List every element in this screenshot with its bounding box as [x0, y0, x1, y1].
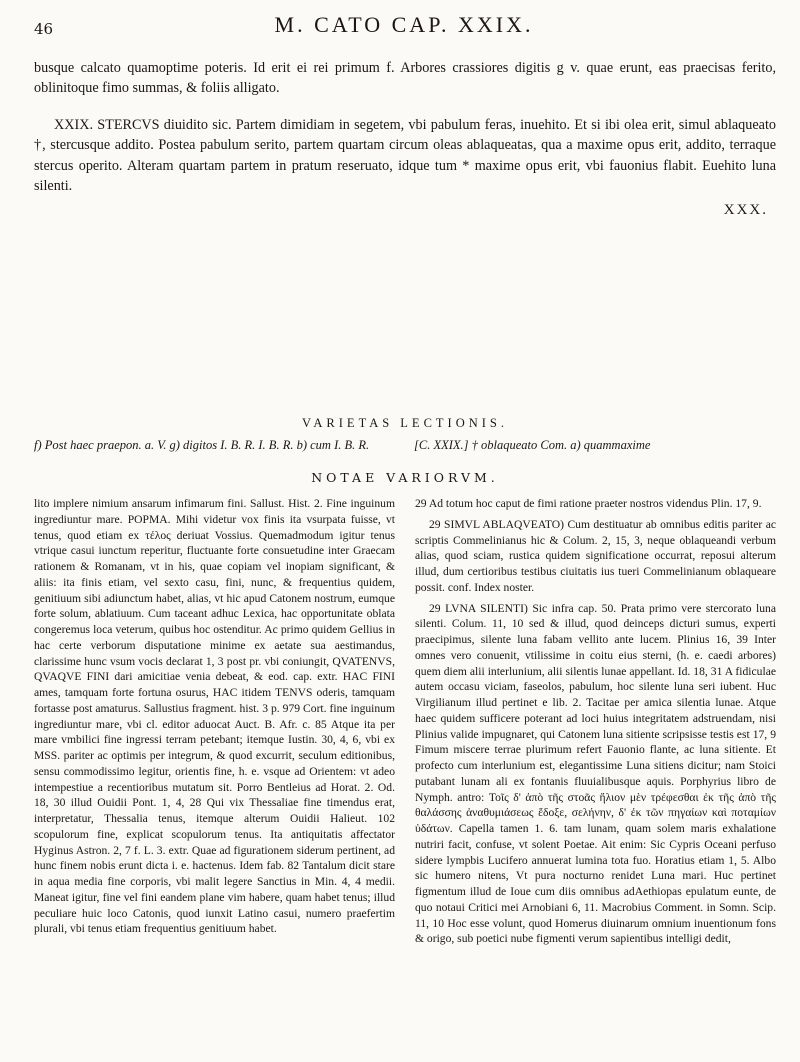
main-paragraph-2: XXIX. STERCVS diuidito sic. Partem dimidiam in segetem, vbi pabulum feras, inuehito. Et si ibi olea erit, simul ablaqueato †, stercusque addito. Postea pabulum serito, partem quartam circum oleas ablaqueatas, qua a maxime opus erit, addito, terraque stercus operito. Alteram quartam partem in pratum reseruato, idque tum * maxime opus erit, vbi fauonius flabit. Euehito luna silenti. [34, 116, 776, 195]
notae-heading: NOTAE VARIORVM. [311, 470, 499, 485]
notae-columns [34, 496, 776, 947]
notae-right-column [415, 496, 776, 947]
main-text [34, 58, 776, 221]
running-head: M. CATO CAP. XXIX. [274, 12, 534, 37]
note-paragraph: 29 LVNA SILENTI) Sic infra cap. 50. Prata primo vere stercorato luna silenti. Colum. 11, 10 sed & illud, quod deinceps dicturi sumus, experti praecipimus, silente luna fabam vellito ante lucem. Plinius 16, 39 Inter omnes vero conuenit, vtilissime in coitu eius sterni, (h. e. caedi arbores) quem diem alii interlunium, alii silentis lunae appellant. Id. 18, 31 A fidiculae autem occasu viciam, faseolos, pabulum, hoc silente luna seri iubent. Huc Virgilianum illud pertinet e lib. 2. Tacitae per amica silentia lunae. Atque haec quidem sufficere poterant ad loci huius integritatem adstruendam, nisi Plinius valide impugnaret, qui Catonem luna sitiente scripsisse testis est 17, 9 Fimum miscere terrae plurimum refert Fauonio flante, ac luna sitiente. Et profecto cum interlunium est, elegantissime Luna sitiens dicitur; nam Stoici putabant lunam ali ex fontanis fluuialibusque aquis. Porphyrius libro de Nymph. antro: Τοῖς δ' ἀπὸ τῆς στοᾶς ἥλιον μὲν τρέφεσθαι ἐκ τῆς ἀπὸ τῆς θαλάσσης ἀναθυμιάσεως ἔδοξε, σελήνην, δ' ἐκ τῶν πηγαίων καὶ ποταμίων ὑδάτων. Capella tamen 1. 6. tam lunam, quam solem maris exhalatione nutriri facit, confuse, vt solent Poetae. Ait enim: Sic Cypris Oceani perfuso sidere lympbis Lucifero annuerat lumina tota fuo. Horatius etiam 1, 5. Albo sic humero nitens, Vt pura nocturno renidet Luna mari. Huc pertinet figmentum illud de Ioue cum diis omnibus adAethiopas epulatum eunte, de quo notaui Critici mei Arnobiani 6, 11. Macrobius Comment. in Somn. Scip. 11, 10 Hoc esse volunt, quod Homerus diuinarum omnium inuentionum fons & origo, sub poetici nube figmenti verum sapientibus intelligi dedit, [415, 601, 776, 946]
notae-section-heading-wrap [34, 470, 776, 485]
varietas-left: f) Post haec praepon. a. V. g) digitos I. B. R. I. B. R. b) cum I. B. R. [34, 438, 370, 452]
note-paragraph: 29 SIMVL ABLAQVEATO) Cum destituatur ab omnibus editis pariter ac scriptis Commelinianus hic & Colum. 2, 15, 3, neque oblaqueandi verbum alias, quod sciam, rustica quidem significatione occurrat, reposui alterum illud, dum certioribus testibus ciuitatis ius tueri Commelinianum oblaqueare possit. conf. Index noster. [415, 517, 776, 594]
chapter-number-next: XXX. [723, 202, 768, 219]
varietas-line [34, 437, 776, 453]
note-paragraph: 29 Ad totum hoc caput de fimi ratione praeter nostros videndus Plin. 17, 9. [415, 497, 762, 510]
varietas-right: [C. XXIX.] † oblaqueato Com. a) quammaxime [414, 438, 651, 452]
varietas-section [34, 416, 776, 453]
varietas-heading: VARIETAS LECTIONIS. [301, 416, 509, 430]
notae-left-column [34, 496, 395, 947]
page-number: 46 [34, 20, 54, 38]
note-paragraph: lito implere nimium ansarum infimarum fini. Sallust. Hist. 2. Fine inguinum ingrediuntur mare. POPMA. Mihi videtur vox finis ita vsurpata fuisse, vt tenus, quod etiam ex τέλος deriuat Vossius. Quemadmodum igitur tenus vtrique casui iunctum reperitur, fluctuante forte consuetudine inter Graecam rationem & Romanam, vt in his, quae copiam vel inopiam significant, & aliis: ita finis etiam, vel sexto casu, fini, nunc, & frequentius quidem, genitiuum sibi adiunctum habet, alias, vt hic apud Catonem nostrum, eumque forte solum, ablatiuum. Cum taceant adhuc Lexica, hac opportunitate oblata congeremus loca veterum, quibus hoc ostenditur. Ac primo quidem Gellius in hac certe verborum disputatione minime ex aetate sua aestimandus, clarissime hunc vsum vocis declarat 1, 3 post pr. vbi coniungit, QVATENVS, QVAQVE FINI dari amicitiae venia debeat, & eod. cap. extr. HAC FINI ames, tamquam forte fortuna osurus, HAC itidem TENVS oderis, tamquam fortasse post amaturus. Sallustius fragment. hist. 3 p. 979 Cort. fine inguinum ingrediuntur mare, vbi cl. editor aduocat Auct. B. Afr. c. 85 Atque ita per mare vmbilici fine ingressi terram petebant; itemque Iustin. 30, 4, 6, vbi ex MSS. pariter ac optimis per integrum, & quod excurrit, seculum editionibus, sensu commodissimo legitur, orientis fine, h. e. vsque ad Orientem: vt adeo intempestiue a recentioribus mutatum sit. Porro Bentleius ad Horat. 2. Od. 18, 30 illud Ouidii Pont. 1, 4, 28 Qui vix Thessaliae fine timendus erat, interpretatur, Thessalia tenus, itemque alterum Ouidii Halieut. 102 scopulorum fine, explicat scopulorum tenus. Ita antiquitatis affectator Hyginus Astron. 2, 7 f. L. 3. extr. Quae ad figurationem siderum pertinent, ad hunc finem nobis erunt dicta i. e. hactenus. Idem fab. 82 Tantalum dicit stare in aqua media fine corporis, vbi malit legere Sanctius in Min. 4, 4 medii. Maneat igitur, fine vel fini eandem plane vim habere, quam habet tenus; illud peculiare huic loco Catonis, quod iunxit Latino casui, numero praefertim plurali, vbi tenus etiam frequentius genitiuum habet. [34, 497, 395, 936]
page-header [34, 8, 774, 44]
main-paragraph-1: busque calcato quamoptime poteris. Id erit ei rei primum f. Arbores crassiores digitis g v. quae erunt, eas praecisas ferito, oblinitoque fimo summas, & foliis alligato. [34, 60, 776, 97]
